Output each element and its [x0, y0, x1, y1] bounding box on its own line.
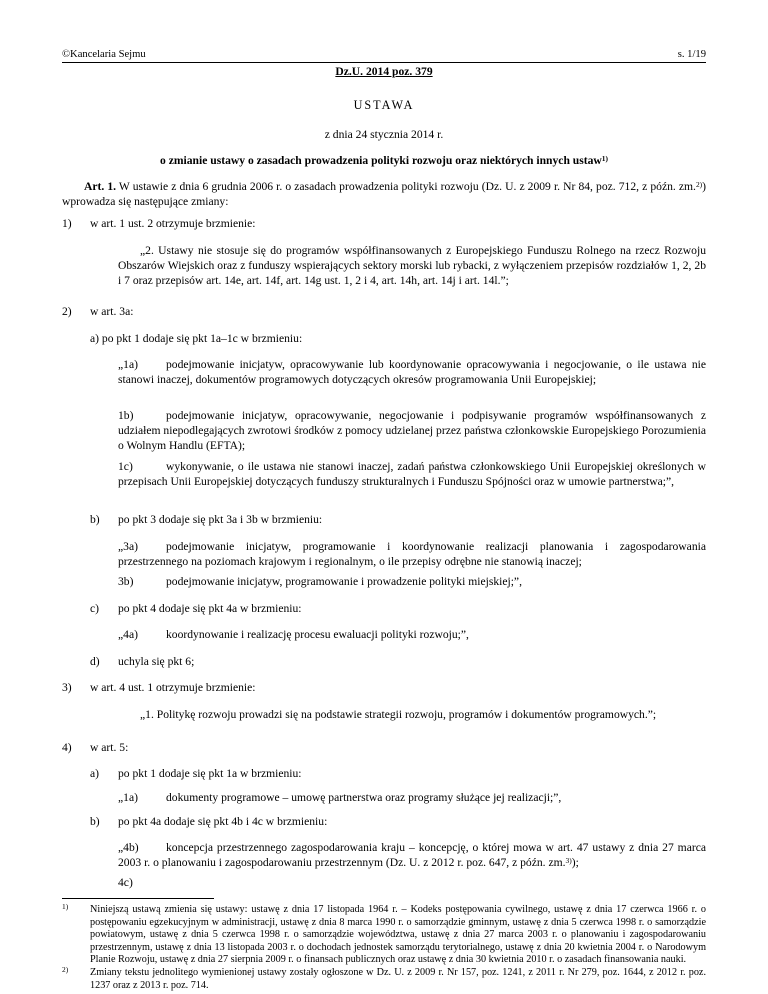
point-1-intro: w art. 1 ust. 2 otrzymuje brzmienie: — [90, 217, 256, 230]
act-type-title: USTAWA — [353, 98, 415, 112]
point-2a-1c-text: wykonywanie, o ile ustawa nie stanowi inaczej, zadań państwa członkowskiego Unii Europejskiej określonych w przepisach Unii Europejskiej dotyczących funduszy strukturalnych i Funduszu Spójności oraz w umowie partnerstwa;”, — [118, 460, 706, 489]
point-2b-3b-number: 3b) — [118, 575, 134, 588]
point-4a-text: po pkt 1 dodaje się pkt 1a w brzmieniu: — [118, 767, 302, 780]
page-number: s. 1/19 — [677, 49, 706, 60]
point-1-quote: „2. Ustawy nie stosuje się do programów współfinansowanych z Europejskiego Funduszu Rolnego na rzecz Rozwoju Obszarów Wiejskich oraz z funduszy wspierających sektory morski lub rybacki, z wyłączeniem przepisów rozdziałów 1, 2, 2b i 7 oraz przepisów art. 14e, art. 14f, art. 14g ust. 1, 2 i 4, art. 14h, art. 14j i art. 14l.”; — [118, 244, 706, 288]
article-1-text-end: ) wprowadza się następujące zmiany: — [62, 180, 706, 209]
point-4b-4b-text-main: koncepcja przestrzennego zagospodarowania kraju – koncepcję, o której mowa w art. 47 ustawy z dnia 27 marca 2003 r. o planowaniu i zagospodarowaniu przestrzennym (Dz. U. z 2012 r. poz. 647, z późn. zm. — [118, 841, 706, 870]
point-2c-4a-text: koordynowanie i realizację procesu ewaluacji polityki rozwoju;”, — [166, 628, 469, 641]
act-date: z dnia 24 stycznia 2014 r. — [324, 128, 444, 141]
footnote-ref-1: 1) — [601, 153, 608, 163]
point-4b-4c-number: 4c) — [118, 876, 133, 889]
point-4b-4b-text-end: ); — [571, 856, 579, 870]
point-2b-3b-text: podejmowanie inicjatyw, programowanie i prowadzenie polityki miejskiej;”, — [166, 575, 522, 588]
article-1-text: W ustawie z dnia 6 grudnia 2006 r. o zasadach prowadzenia polityki rozwoju (Dz. U. z 2009 r. Nr 84, poz. 712, z późn. zm. — [116, 180, 696, 193]
point-2a-1a-text: podejmowanie inicjatyw, opracowywanie lub koordynowanie opracowywania i negocjowanie, o ile ustawa nie stanowi inaczej, dokumentów programowych dotyczących okresów programowania Unii Europejskiej; — [118, 358, 706, 387]
article-1-label: Art. 1. — [84, 180, 117, 193]
footnote-1-number — [62, 901, 69, 917]
article-1-intro — [62, 179, 706, 209]
point-2b-label: b) — [90, 513, 100, 526]
point-2c-label: c) — [90, 602, 100, 615]
footnote-2-text: Zmiany tekstu jednolitego wymienionej ustawy zostały ogłoszone w Dz. U. z 2009 r. Nr 157, poz. 1241, z 2011 r. Nr 279, poz. 1644, z 2012 r. poz. 1237 oraz z 2013 r. poz. 714. — [90, 967, 706, 991]
point-4a-1a-number: „1a) — [118, 791, 138, 804]
footnote-1-marker: 1) — [62, 901, 69, 911]
point-2-intro: w art. 3a: — [90, 305, 134, 318]
journal-reference — [0, 64, 768, 79]
footnote-separator — [62, 898, 214, 899]
point-2b-3a-number: „3a) — [118, 540, 138, 553]
point-3-intro: w art. 4 ust. 1 otrzymuje brzmienie: — [90, 681, 256, 694]
point-4a-1a-text: dokumenty programowe – umowę partnerstwa oraz programy służące jej realizacji;”, — [166, 791, 562, 804]
point-4b-label: b) — [90, 815, 100, 828]
act-subject-text: o zmianie ustawy o zasadach prowadzenia polityki rozwoju oraz niektórych innych ustaw — [160, 154, 602, 167]
footnote-1-text: Niniejszą ustawą zmienia się ustawy: ustawę z dnia 17 listopada 1964 r. – Kodeks postępowania cywilnego, ustawę z dnia 17 czerwca 1966 r. o postępowaniu egzekucyjnym w administracji, ustawę z dnia 8 marca 1990 r. o samorządzie gminnym, ustawę z dnia 5 czerwca 1998 r. o samorządzie powiatowym, ustawę z dnia 5 czerwca 1998 r. o samorządzie województwa, ustawę z dnia 27 marca 2003 r. o planowaniu i zagospodarowaniu przestrzennym, ustawę z dnia 13 listopada 2003 r. o dochodach jednostek samorządu terytorialnego, ustawę z dnia 20 kwietnia 2004 r. o Narodowym Planie Rozwoju, ustawę z dnia 27 sierpnia 2009 r. o finansach publicznych oraz ustawę z dnia 30 kwietnia 2010 r. o zasadach finansowania nauki. — [90, 904, 706, 966]
point-2c-text: po pkt 4 dodaje się pkt 4a w brzmieniu: — [118, 602, 302, 615]
point-4b-4b-text — [118, 840, 706, 870]
publisher-label: ©Kancelaria Sejmu — [62, 49, 146, 60]
point-2d-label: d) — [90, 655, 100, 668]
point-1-number: 1) — [62, 217, 72, 230]
point-2c-4a-number: „4a) — [118, 628, 138, 641]
point-2-number: 2) — [62, 305, 72, 318]
point-2b-3a-text: podejmowanie inicjatyw, programowanie i koordynowanie realizacji planowania i zagospodarowania przestrzennego na poziomach krajowym i regionalnym, o ile przepisy odrębne nie stanowią inaczej; — [118, 540, 706, 569]
footnote-2-marker: 2) — [62, 964, 69, 974]
point-2a-label: a) po pkt 1 dodaje się pkt 1a–1c w brzmieniu: — [90, 332, 303, 345]
point-2a-1b-number: 1b) — [118, 409, 134, 422]
point-4b-text: po pkt 4a dodaje się pkt 4b i 4c w brzmieniu: — [118, 815, 328, 828]
page-header — [62, 48, 706, 63]
point-2a-1a-number: „1a) — [118, 358, 138, 371]
point-4b-4b-number: „4b) — [118, 841, 139, 854]
footnote-ref-3: 3) — [565, 855, 572, 865]
journal-reference-text: Dz.U. 2014 poz. 379 — [335, 65, 433, 78]
point-2b-text: po pkt 3 dodaje się pkt 3a i 3b w brzmieniu: — [118, 513, 323, 526]
footnote-ref-2: 2) — [695, 179, 703, 189]
point-3-number: 3) — [62, 681, 72, 694]
point-4-intro: w art. 5: — [90, 741, 129, 754]
point-4-number: 4) — [62, 741, 72, 754]
act-subject — [0, 153, 768, 168]
point-2a-1b-text: podejmowanie inicjatyw, opracowywanie, negocjowanie i podpisywanie programów współfinansowanych z udziałem niepodlegających zwrotowi środków z pomocy udzielanej przez państwa członkowskie Europejskiego Porozumienia o Wolnym Handlu (EFTA); — [118, 409, 706, 453]
footnote-2-number — [62, 964, 69, 980]
point-2d-text: uchyla się pkt 6; — [118, 655, 195, 668]
point-2a-1c-number: 1c) — [118, 460, 133, 473]
point-4a-label: a) — [90, 767, 100, 780]
point-3-quote: „1. Politykę rozwoju prowadzi się na podstawie strategii rozwoju, programów i dokumentów programowych.”; — [140, 708, 657, 721]
